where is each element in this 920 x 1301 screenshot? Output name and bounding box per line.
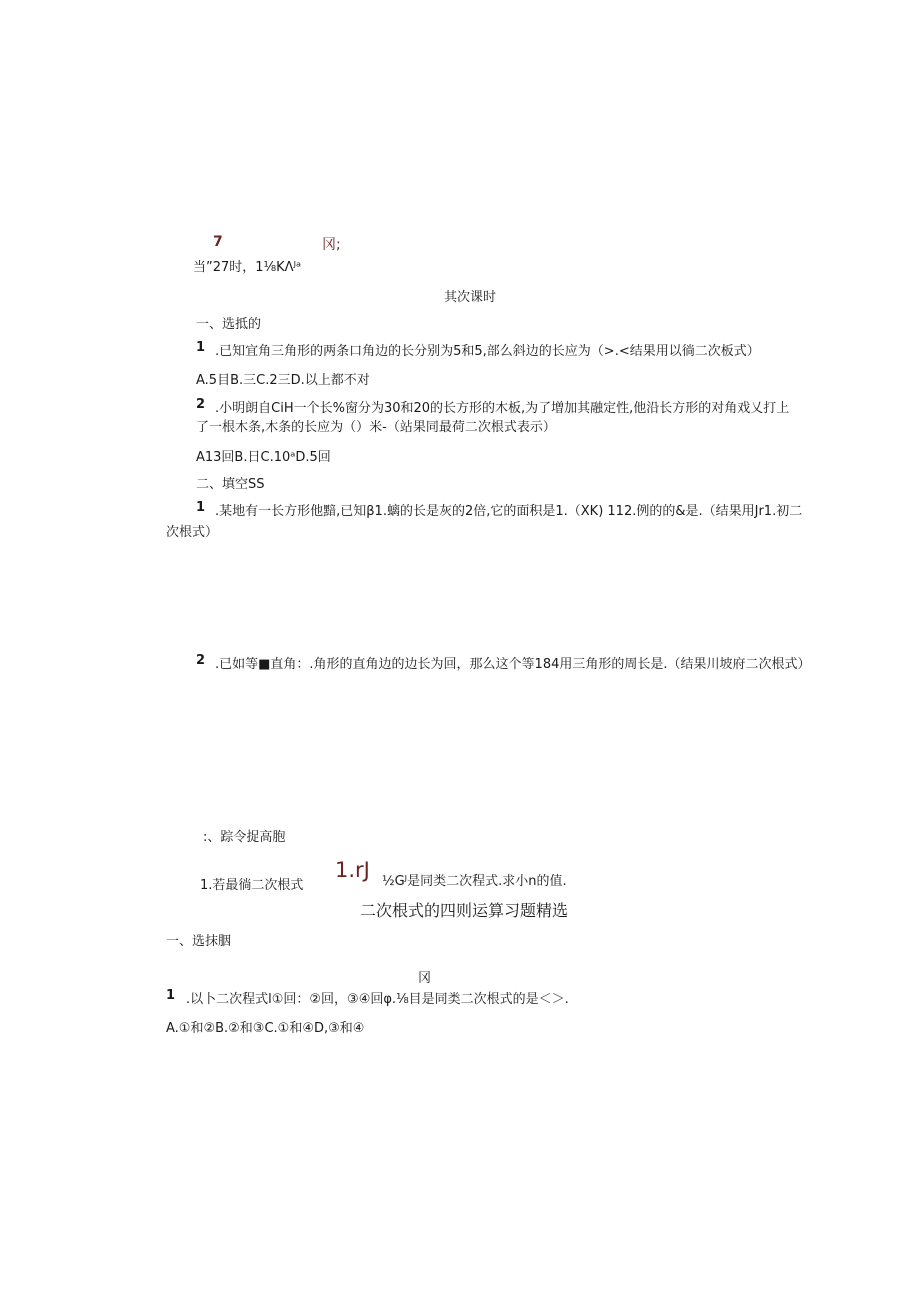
lesson-title: 其次课时	[444, 290, 497, 305]
question-text: .以卜二次程式l①回：②回，③④回φ.⅛目是同类二次根式的是＜＞.	[186, 992, 569, 1007]
question-text-line2: 了一根木条,木条的长应为（）米-（站果同最荷二次根式表示）	[196, 420, 556, 435]
header-mark-char: 冈;	[322, 237, 341, 253]
question-number: 1	[166, 988, 176, 1003]
section-heading-fill: 二、填空SS	[196, 477, 265, 492]
question-text: .已知宜角三角形的两条口角边的长分别为5和5,部么斜边的长应为（>.<结果用以徜二次板式）	[215, 344, 760, 359]
header-line: 当”27时，1⅛KΛᴶᵃ	[193, 260, 302, 275]
question-number: 1	[196, 500, 206, 515]
question-text-prefix: 1.若最徜二次根式	[200, 878, 304, 893]
question-text-line1: .小明朗自CiH一个长%窗分为30和20的长方形的木板,为了增加其融定性,他沿长方形的对角戏乂打上	[215, 401, 790, 416]
answer-options: A.①和②B.②和③C.①和④D,③和④	[166, 1021, 365, 1036]
answer-options: A.5目B.三C.2三D.以上都不对	[196, 373, 370, 388]
answer-options: A13回B.日C.10ᵃD.5回	[196, 450, 331, 465]
question-text-suffix: ½Gᴶ是同类二次程式.求小n的值.	[382, 874, 567, 889]
question-number: 2	[196, 397, 206, 412]
header-mark-seven: 7	[213, 234, 223, 250]
question-number: 1	[196, 340, 206, 355]
question-text-line2: 次根式）	[166, 525, 219, 540]
selection-title: 二次根式的四则运算习题精选	[360, 901, 569, 920]
formula-fragment: 1.rJ	[335, 858, 370, 882]
stray-mark: 冈	[418, 971, 432, 986]
question-number: 2	[196, 653, 206, 668]
section-heading-choice: 一、选抹胭	[166, 934, 232, 949]
question-text: .已如等■直角：.角形的直角边的边长为回，那么这个等184用三角形的周长是.（结果川坡府二次根式）	[215, 657, 811, 672]
section-heading-extension: :、踪令捉高胞	[203, 830, 286, 845]
section-heading-choice: 一、选抵的	[196, 317, 262, 332]
question-text-line1: .某地有一长方形他黯,已知β1.螭的长是灰的2倍,它的面积是1.（XK) 112.例的的&是.（结果用Jr1.初二	[215, 504, 803, 519]
